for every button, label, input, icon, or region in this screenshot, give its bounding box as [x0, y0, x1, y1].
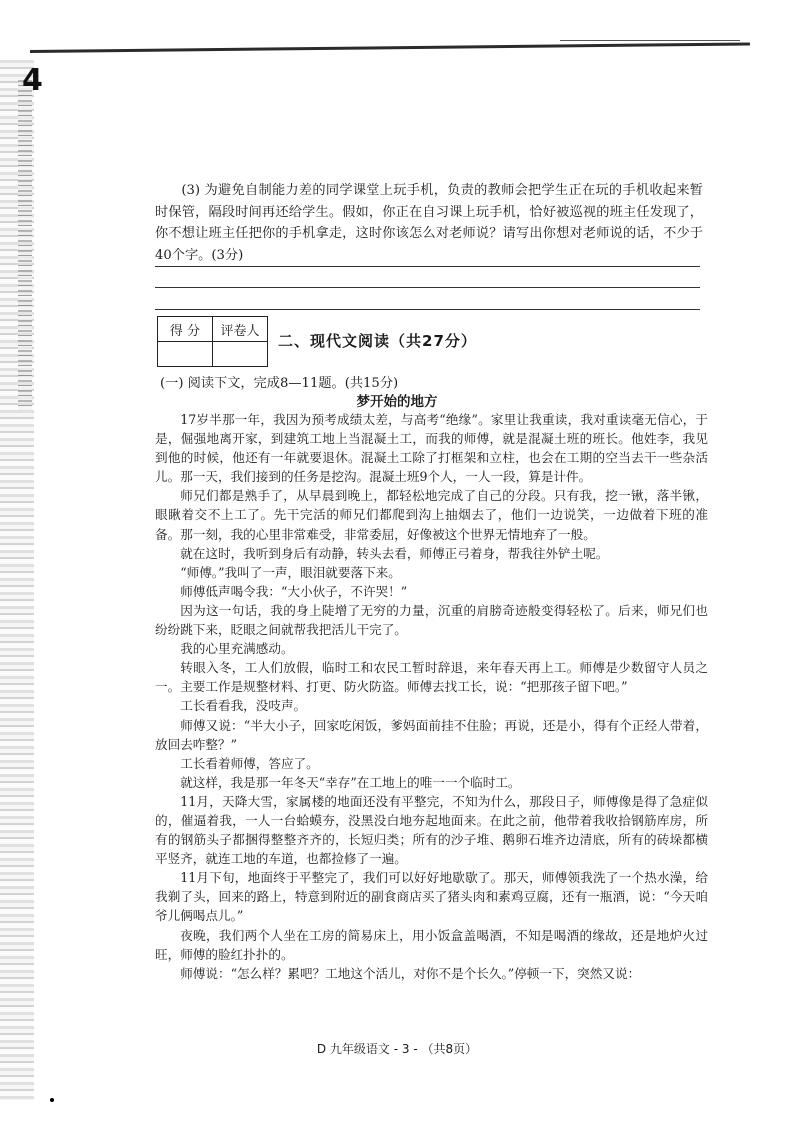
- article-paragraph: 11月下旬，地面终于平整完了，我们可以好好地歇歇了。那天，师傅领我洗了一个热水澡，给我剃了头，回来的路上，特意到附近的副食商店买了猪头肉和素鸡豆腐，还有一瓶酒，说：“今天咱爷儿俩喝点儿。”: [155, 870, 708, 924]
- section-title: 二、现代文阅读（共27分）: [278, 332, 477, 350]
- sub-title: (一) 阅读下文，完成8—11题。(共15分): [160, 376, 399, 391]
- article-paragraph: 师兄们都是熟手了，从早晨到晚上，都轻松地完成了自己的分段。只有我，挖一锹，落半锹，眼瞅着交不上工了。先干完活的师兄们都爬到沟上抽烟去了，他们一边说笑，一边做着下班的准备。那一刻，我的心里非常难受，非常委屈，好像被这个世界无情地弃了一般。: [155, 488, 708, 542]
- scan-top-border-thin: [560, 40, 740, 41]
- article-paragraph: 就在这时，我听到身后有动静，转头去看，师傅正弓着身，帮我往外铲土呢。: [180, 545, 609, 561]
- score-label: 得 分: [158, 317, 213, 342]
- article-paragraph: 就这样，我是那一年冬天“幸存”在工地上的唯一一个临时工。: [180, 774, 521, 790]
- article-paragraph: “师傅。”我叫了一声，眼泪就要落下来。: [180, 564, 401, 580]
- question-3: [155, 180, 703, 266]
- grader-cell: [213, 342, 268, 367]
- answer-line: [155, 309, 700, 310]
- handwritten-page-mark: 4: [22, 63, 43, 98]
- article-paragraph: 11月，天降大雪，家属楼的地面还没有平整完，不知为什么，那段日子，师傅像是得了急症似的，催逼着我，一人一台蛤蟆夯，没黑没白地夯起地面来。在此之前，他带着我收拾钢筋库房，所有的钢筋头子都捆得整整齐齐的，长短归类；所有的沙子堆、鹅卵石堆齐边清底，所有的砖垛都横平竖齐，就连工地的车道，也都捡修了一遍。: [155, 793, 708, 867]
- article-body: [155, 410, 708, 983]
- answer-line: [155, 266, 700, 267]
- score-cell: [158, 342, 213, 367]
- score-box: [157, 316, 268, 367]
- article-paragraph: 夜晚，我们两个人坐在工房的简易床上，用小饭盒盖喝酒，不知是喝酒的缘故，还是地炉火过旺，师傅的脸红扑扑的。: [155, 927, 708, 962]
- article-paragraph: 我的心里充满感动。: [180, 641, 294, 657]
- article-paragraph: 师傅低声喝令我：“大小伙子，不许哭！”: [180, 583, 408, 599]
- article-paragraph: 工长看着师傅，答应了。: [180, 755, 319, 771]
- scan-edge-dark: [18, 80, 32, 410]
- page-footer: D 九年级语文 - 3 - （共8页）: [316, 1042, 478, 1056]
- article-paragraph: 工长看看我，没吱声。: [180, 698, 307, 714]
- article-paragraph: 因为这一句话，我的身上陡增了无穷的力量，沉重的肩膀奇迹般变得轻松了。后来，师兄们也纷纷跳下来，眨眼之间就帮我把活儿干完了。: [155, 602, 708, 638]
- article-paragraph: 转眼入冬，工人们放假，临时工和农民工暂时辞退，来年春天再上工。师傅是少数留守人员之一。主要工作是规整材料、打更、防火防盗。师傅去找工长，说：“把那孩子留下吧。”: [155, 660, 708, 695]
- article-paragraph: 师傅又说：“半大小子，回家吃闲饭，爹妈面前挂不住脸；再说，还是小，得有个正经人带着，放回去咋整？”: [155, 717, 708, 752]
- scan-speck: [50, 1098, 54, 1102]
- article-title: 梦开始的地方: [356, 394, 438, 410]
- answer-line: [155, 287, 700, 288]
- article-paragraph: 17岁半那一年，我因为预考成绩太差，与高考“绝缘”。家里让我重读，我对重读毫无信心，于是，倔强地离开家，到建筑工地上当混凝土工，而我的师傅，就是混凝土班的班长。他姓李，我见到他的时候，他还有一年就要退休。混凝土工除了打框架和立柱，也会在工期的空当去干一些杂活儿。那一天，我们接到的任务是挖沟。混凝土班9个人，一人一段，算是计件。: [155, 412, 708, 485]
- article-paragraph: 师傅说：“怎么样？累吧？工地这个活儿，对你不是个长久。”停顿一下，突然又说：: [180, 965, 641, 981]
- scan-top-border: [30, 42, 750, 53]
- question-3-text: (3) 为避免自制能力差的同学课堂上玩手机，负责的教师会把学生正在玩的手机收起来暂时保管，隔段时间再还给学生。假如，你正在自习课上玩手机，恰好被巡视的班主任发现了，你不想让班主任把你的手机拿走，这时你该怎么对老师说？请写出你想对老师说的话，不少于40个字。(3分): [155, 183, 703, 263]
- grader-label: 评卷人: [213, 317, 268, 342]
